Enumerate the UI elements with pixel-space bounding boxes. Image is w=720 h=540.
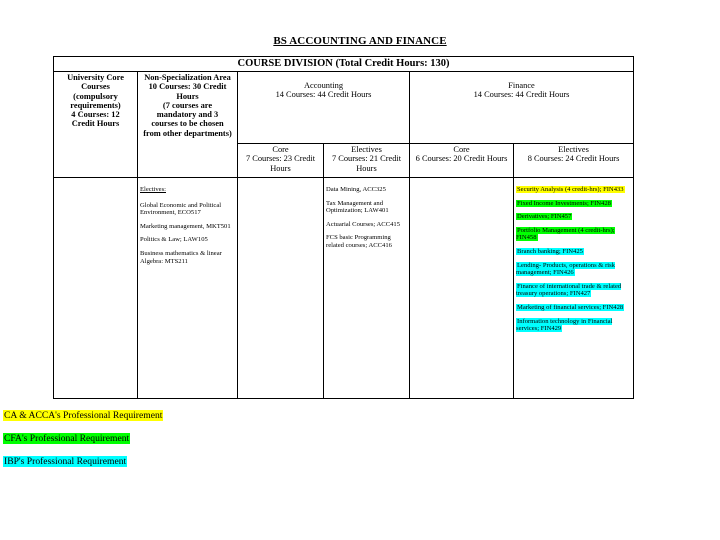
non-specialization-elective: Politics & Law; LAW105 (140, 236, 208, 244)
finance-core-detail: 6 Courses: 20 Credit Hours (415, 154, 508, 164)
accounting-header (238, 72, 410, 144)
course-division-table (53, 56, 634, 399)
non-specialization-line: courses to be chosen (151, 119, 224, 129)
finance-title: Finance (508, 81, 535, 90)
finance-electives-detail: 8 Courses: 24 Credit Hours (527, 154, 620, 164)
university-core-courses-cell (54, 178, 138, 399)
university-core-header (54, 72, 138, 178)
non-specialization-line: Non-Specialization Area (144, 73, 231, 82)
accounting-elective: Data Mining, ACC325 (326, 186, 386, 193)
non-specialization-elective: Global Economic and Political Environment, ECO517 (140, 201, 222, 217)
accounting-electives-cell (324, 178, 410, 399)
accounting-elective: FCS basic Programming related courses; ACC416 (326, 234, 392, 249)
finance-header (410, 72, 634, 144)
accounting-core-detail: 7 Courses: 23 Credit Hours (245, 154, 316, 173)
finance-elective: Marketing of financial services; FIN428 (517, 303, 624, 311)
finance-core-label: Core (453, 145, 470, 154)
non-specialization-header (138, 72, 238, 178)
legend-cfa: CFA's Professional Requirement (4, 433, 130, 444)
finance-electives-label: Electives (558, 145, 589, 154)
division-title: COURSE DIVISION (Total Credit Hours: 130) (54, 57, 634, 72)
non-specialization-line: (7 courses are (162, 100, 213, 110)
finance-elective: Security Analysis (4 credit-hrs); FIN433 (517, 186, 624, 193)
university-core-line: 4 Courses: 12 (71, 110, 120, 120)
non-specialization-line: from other departments) (143, 128, 232, 138)
non-specialization-electives-cell (138, 178, 238, 399)
non-specialization-elective: Business mathematics & linear Algebra: MTS211 (140, 249, 222, 265)
university-core-line: (compulsory (73, 91, 118, 101)
finance-electives-cell (514, 178, 634, 399)
accounting-electives-detail: 7 Courses: 21 Credit Hours (331, 154, 402, 173)
university-core-line: Credit Hours (71, 119, 120, 129)
accounting-elective: Actuarial Courses; ACC415 (326, 220, 400, 228)
electives-heading: Electives: (140, 186, 166, 193)
accounting-electives-label: Electives (351, 145, 382, 154)
non-specialization-line: mandatory and 3 (156, 110, 219, 120)
university-core-line: University Core (67, 73, 124, 82)
non-specialization-line: Hours (176, 91, 199, 101)
finance-elective: Portfolio Management (4 credit-hrs); FIN458 (516, 226, 615, 242)
accounting-elective: Tax Management and Optimization; LAW401 (326, 199, 389, 215)
accounting-core-header (238, 144, 324, 178)
accounting-electives-header (324, 144, 410, 178)
legend-ibp: IBP's Professional Requirement (4, 456, 127, 467)
non-specialization-elective: Marketing management, MKT501 (140, 222, 231, 230)
finance-core-courses-cell (410, 178, 514, 399)
accounting-core-courses-cell (238, 178, 324, 399)
university-core-line: Courses (81, 82, 110, 92)
finance-elective: Fixed Income Investments; FIN428 (517, 199, 611, 207)
finance-elective: Derivatives; FIN457 (517, 213, 572, 221)
finance-elective: Information technology in Financial services; FIN429 (516, 317, 613, 333)
finance-credit: 14 Courses: 44 Credit Hours (473, 90, 570, 100)
non-specialization-line: 10 Courses: 30 Credit (148, 82, 227, 92)
finance-elective: Lending- Products, operations & risk management; FIN426 (516, 261, 615, 277)
university-core-line: requirements) (70, 100, 121, 110)
finance-electives-header (514, 144, 634, 178)
legend-ca-acca: CA & ACCA's Professional Requirement (4, 410, 163, 421)
finance-core-header (410, 144, 514, 178)
finance-elective: Finance of international trade & related treasury operations; FIN427 (516, 282, 622, 298)
accounting-credit: 14 Courses: 44 Credit Hours (275, 90, 372, 100)
document-title: BS ACCOUNTING AND FINANCE (273, 35, 447, 47)
accounting-title: Accounting (303, 81, 344, 90)
accounting-core-label: Core (272, 145, 289, 154)
finance-elective: Branch banking; FIN425 (517, 247, 583, 255)
